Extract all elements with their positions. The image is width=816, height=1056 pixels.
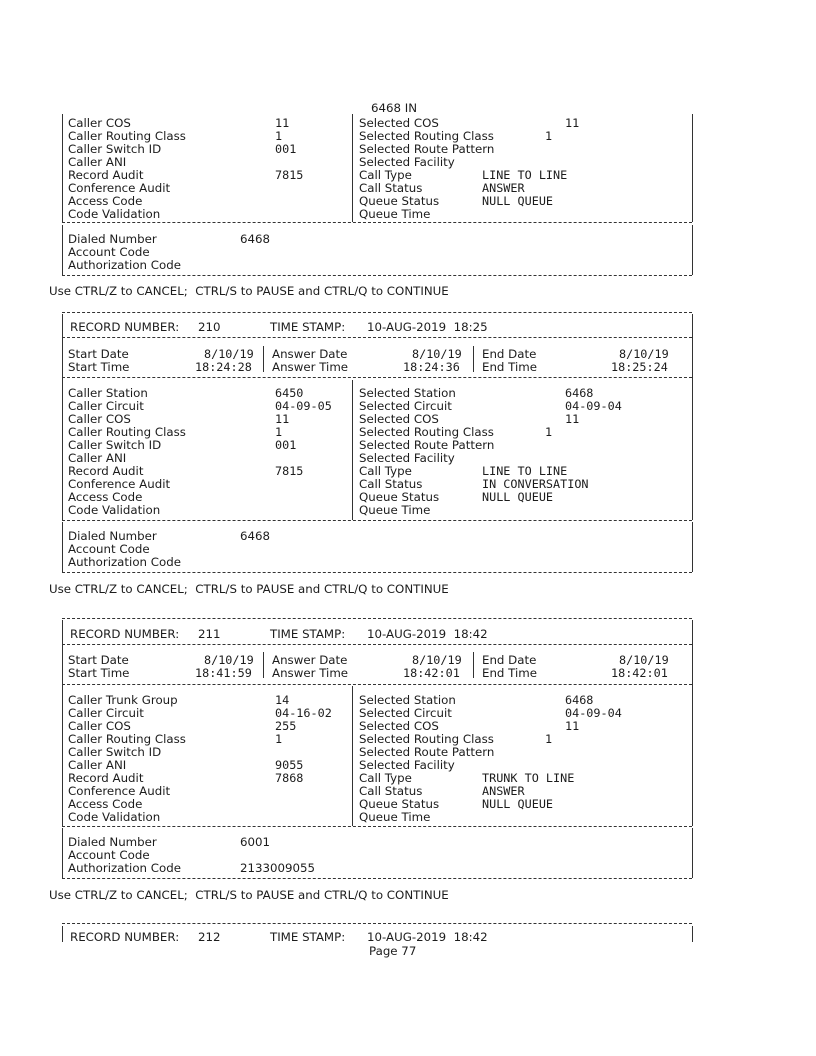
value-caller-cos: 255 [275, 719, 297, 733]
value-dialed-number: 6001 [240, 835, 271, 849]
label-selected-routing-class: Selected Routing Class [359, 425, 494, 439]
label-code-validation: Code Validation [68, 503, 161, 517]
label-caller-ani: Caller ANI [68, 451, 127, 465]
label-call-type: Call Type [359, 168, 412, 182]
left-border [62, 620, 63, 826]
value-selected-routing-class: 1 [545, 425, 553, 439]
label-queue-time: Queue Time [359, 207, 431, 221]
label-record-audit: Record Audit [68, 168, 144, 182]
right-border [692, 620, 693, 826]
label-caller-circuit: Caller Circuit [68, 706, 144, 720]
label-selected-route-pattern: Selected Route Pattern [359, 438, 495, 452]
value-answer-date: 8/10/19 [412, 653, 462, 667]
value-caller-station: 6450 [275, 386, 304, 400]
value-selected-circuit: 04-09-04 [565, 706, 622, 720]
value-selected-cos: 11 [565, 116, 580, 130]
cancel-message: Use CTRL/Z to CANCEL; CTRL/S to PAUSE and CTRL/Q to CONTINUE [49, 284, 449, 298]
value-queue-status: NULL QUEUE [482, 194, 554, 208]
label-selected-route-pattern: Selected Route Pattern [359, 745, 495, 759]
label-start-time: Start Time [68, 666, 130, 680]
label-queue-status: Queue Status [359, 194, 440, 208]
label-time-stamp: TIME STAMP: [270, 930, 346, 944]
section-divider [62, 684, 692, 685]
right-border [692, 225, 693, 275]
value-selected-station: 6468 [565, 386, 594, 400]
value-time-stamp: 10-AUG-2019 18:25 [367, 320, 488, 334]
record-end-divider [62, 572, 692, 573]
value-dialed-number: 6468 [240, 232, 271, 246]
value-time-stamp: 10-AUG-2019 18:42 [367, 627, 488, 641]
label-end-date: End Date [482, 653, 537, 667]
value-start-date: 8/10/19 [204, 653, 254, 667]
label-access-code: Access Code [68, 490, 143, 504]
value-call-status: ANSWER [482, 181, 525, 195]
value-queue-status: NULL QUEUE [482, 797, 554, 811]
label-dialed-number: Dialed Number [68, 529, 157, 543]
label-record-audit: Record Audit [68, 464, 144, 478]
value-call-type: TRUNK TO LINE [482, 771, 575, 785]
left-border [62, 926, 63, 942]
label-caller-routing-class: Caller Routing Class [68, 425, 186, 439]
value-caller-circuit: 04-09-05 [275, 399, 332, 413]
label-answer-date: Answer Date [272, 347, 348, 361]
label-caller-cos: Caller COS [68, 116, 131, 130]
label-call-status: Call Status [359, 784, 423, 798]
label-code-validation: Code Validation [68, 207, 161, 221]
column-divider [352, 114, 353, 222]
label-selected-cos: Selected COS [359, 719, 439, 733]
label-caller-switch-id: Caller Switch ID [68, 745, 162, 759]
label-caller-cos: Caller COS [68, 412, 131, 426]
section-divider [62, 826, 692, 827]
value-record-number: 212 [198, 930, 221, 944]
value-end-time: 18:25:24 [611, 360, 668, 374]
label-authorization-code: Authorization Code [68, 555, 181, 569]
value-selected-cos: 11 [565, 719, 580, 733]
label-access-code: Access Code [68, 797, 143, 811]
label-selected-cos: Selected COS [359, 412, 439, 426]
label-caller-ani: Caller ANI [68, 155, 127, 169]
label-selected-facility: Selected Facility [359, 451, 455, 465]
label-start-time: Start Time [68, 360, 130, 374]
label-caller-routing-class: Caller Routing Class [68, 732, 186, 746]
value-caller-routing-class: 1 [275, 732, 283, 746]
label-call-type: Call Type [359, 464, 412, 478]
value-record-audit: 7815 [275, 168, 304, 182]
record-top-divider [62, 618, 692, 619]
label-authorization-code: Authorization Code [68, 861, 181, 875]
value-end-time: 18:42:01 [611, 666, 668, 680]
cancel-message: Use CTRL/Z to CANCEL; CTRL/S to PAUSE and CTRL/Q to CONTINUE [49, 582, 449, 596]
section-divider [62, 337, 692, 338]
label-end-time: End Time [482, 360, 538, 374]
right-border [692, 926, 693, 942]
label-answer-time: Answer Time [272, 360, 349, 374]
label-caller-switch-id: Caller Switch ID [68, 142, 162, 156]
label-answer-date: Answer Date [272, 653, 348, 667]
label-account-code: Account Code [68, 848, 150, 862]
label-end-date: End Date [482, 347, 537, 361]
label-queue-time: Queue Time [359, 810, 431, 824]
value-selected-circuit: 04-09-04 [565, 399, 622, 413]
record-top-divider [62, 312, 692, 313]
section-divider [62, 520, 692, 521]
label-caller-circuit: Caller Circuit [68, 399, 144, 413]
value-call-status: IN CONVERSATION [482, 477, 589, 491]
label-start-date: Start Date [68, 347, 129, 361]
label-caller-trunk-group: Caller Trunk Group [68, 693, 178, 707]
value-caller-ani: 9055 [275, 758, 304, 772]
page-number: Page 77 [369, 944, 417, 958]
label-selected-cos: Selected COS [359, 116, 439, 130]
section-divider [62, 377, 692, 378]
label-account-code: Account Code [68, 245, 150, 259]
label-selected-routing-class: Selected Routing Class [359, 129, 494, 143]
value-record-number: 210 [198, 320, 221, 334]
label-account-code: Account Code [68, 542, 150, 556]
value-selected-routing-class: 1 [545, 732, 553, 746]
label-record-number: RECORD NUMBER: [70, 627, 180, 641]
value-call-type: LINE TO LINE [482, 168, 568, 182]
record-end-divider [62, 275, 692, 276]
value-selected-routing-class: 1 [545, 129, 553, 143]
label-queue-status: Queue Status [359, 490, 440, 504]
value-start-time: 18:41:59 [195, 666, 252, 680]
label-selected-station: Selected Station [359, 386, 456, 400]
value-start-date: 8/10/19 [204, 347, 254, 361]
value-caller-cos: 11 [275, 116, 290, 130]
label-caller-routing-class: Caller Routing Class [68, 129, 186, 143]
cancel-message: Use CTRL/Z to CANCEL; CTRL/S to PAUSE and CTRL/Q to CONTINUE [49, 888, 449, 902]
label-authorization-code: Authorization Code [68, 258, 181, 272]
label-conference-audit: Conference Audit [68, 181, 171, 195]
left-border [62, 114, 63, 222]
value-answer-time: 18:42:01 [403, 666, 460, 680]
left-border [62, 828, 63, 878]
label-call-status: Call Status [359, 477, 423, 491]
value-end-date: 8/10/19 [619, 653, 669, 667]
value-authorization-code: 2133009055 [240, 861, 316, 875]
column-divider [263, 652, 264, 678]
value-call-type: LINE TO LINE [482, 464, 568, 478]
label-dialed-number: Dialed Number [68, 232, 157, 246]
column-divider [473, 652, 474, 678]
value-start-time: 18:24:28 [195, 360, 252, 374]
column-divider [473, 346, 474, 372]
right-border [692, 828, 693, 878]
value-caller-switch-id: 001 [275, 438, 297, 452]
label-selected-circuit: Selected Circuit [359, 399, 452, 413]
label-answer-time: Answer Time [272, 666, 349, 680]
label-caller-ani: Caller ANI [68, 758, 127, 772]
record-end-divider [62, 878, 692, 879]
label-end-time: End Time [482, 666, 538, 680]
left-border [62, 522, 63, 572]
value-answer-time: 18:24:36 [403, 360, 460, 374]
section-divider [62, 222, 692, 223]
label-time-stamp: TIME STAMP: [270, 320, 346, 334]
value-answer-date: 8/10/19 [412, 347, 462, 361]
record-top-divider [62, 923, 692, 924]
value-queue-status: NULL QUEUE [482, 490, 554, 504]
value-caller-cos: 11 [275, 412, 290, 426]
label-conference-audit: Conference Audit [68, 477, 171, 491]
label-queue-time: Queue Time [359, 503, 431, 517]
label-record-audit: Record Audit [68, 771, 144, 785]
value-caller-circuit: 04-16-02 [275, 706, 332, 720]
label-conference-audit: Conference Audit [68, 784, 171, 798]
label-dialed-number: Dialed Number [68, 835, 157, 849]
value-caller-switch-id: 001 [275, 142, 297, 156]
label-selected-routing-class: Selected Routing Class [359, 732, 494, 746]
label-queue-status: Queue Status [359, 797, 440, 811]
label-selected-route-pattern: Selected Route Pattern [359, 142, 495, 156]
label-start-date: Start Date [68, 653, 129, 667]
column-divider [352, 686, 353, 826]
section-divider [62, 644, 692, 645]
label-code-validation: Code Validation [68, 810, 161, 824]
column-divider [263, 346, 264, 372]
value-caller-routing-class: 1 [275, 425, 283, 439]
label-record-number: RECORD NUMBER: [70, 320, 180, 334]
value-time-stamp: 10-AUG-2019 18:42 [367, 930, 488, 944]
label-caller-switch-id: Caller Switch ID [68, 438, 162, 452]
value-dialed-number: 6468 [240, 529, 271, 543]
label-access-code: Access Code [68, 194, 143, 208]
label-selected-circuit: Selected Circuit [359, 706, 452, 720]
column-divider [352, 380, 353, 520]
value-call-status: ANSWER [482, 784, 525, 798]
label-selected-station: Selected Station [359, 693, 456, 707]
left-border [62, 225, 63, 275]
left-border [62, 314, 63, 520]
label-selected-facility: Selected Facility [359, 758, 455, 772]
value-record-number: 211 [198, 627, 221, 641]
value-record-audit: 7868 [275, 771, 304, 785]
label-record-number: RECORD NUMBER: [70, 930, 180, 944]
label-caller-cos: Caller COS [68, 719, 131, 733]
right-border [692, 522, 693, 572]
label-caller-station: Caller Station [68, 386, 148, 400]
right-border [692, 114, 693, 222]
partial-top-value: 6468 IN [371, 101, 418, 115]
value-record-audit: 7815 [275, 464, 304, 478]
value-caller-routing-class: 1 [275, 129, 283, 143]
value-end-date: 8/10/19 [619, 347, 669, 361]
value-selected-cos: 11 [565, 412, 580, 426]
label-call-type: Call Type [359, 771, 412, 785]
right-border [692, 314, 693, 520]
label-selected-facility: Selected Facility [359, 155, 455, 169]
value-selected-station: 6468 [565, 693, 594, 707]
label-call-status: Call Status [359, 181, 423, 195]
label-time-stamp: TIME STAMP: [270, 627, 346, 641]
value-caller-trunk-group: 14 [275, 693, 290, 707]
